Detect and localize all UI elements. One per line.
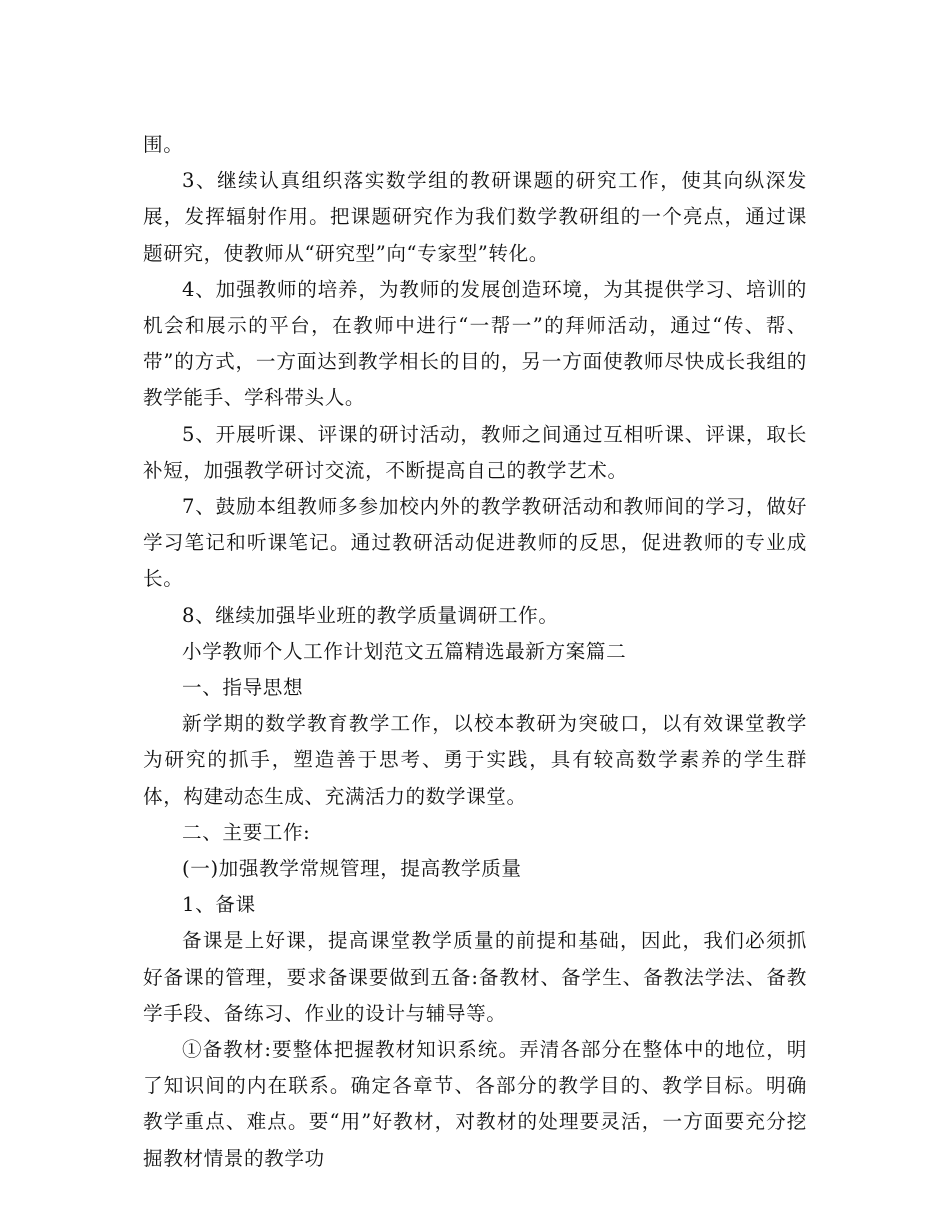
document-page <box>143 127 807 1177</box>
paragraph-item-8: 8、继续加强毕业班的教学质量调研工作。 <box>182 603 559 627</box>
heading-main-work: 二、主要工作: <box>182 820 311 844</box>
section-title: 小学教师个人工作计划范文五篇精选最新方案篇二 <box>182 639 627 663</box>
subheading-teaching-routine: (一)加强教学常规管理，提高教学质量 <box>182 857 522 881</box>
subheading-lesson-prep: 1、备课 <box>182 893 256 917</box>
paragraph-lesson-prep: 备课是上好课，提高课堂教学质量的前提和基础，因此，我们必须抓好备课的管理，要求备课要做到五备:备教材、备学生、备教法学法、备教学手段、备练习、作业的设计与辅导等。 <box>143 929 807 1025</box>
paragraph-item-7: 7、鼓励本组教师多参加校内外的教学教研活动和教师间的学习，做好学习笔记和听课笔记。通过教研活动促进教师的反思，促进教师的专业成长。 <box>143 495 807 591</box>
paragraph-item-5: 5、开展听课、评课的研讨活动，教师之间通过互相听课、评课，取长补短，加强教学研讨交流，不断提高自己的教学艺术。 <box>143 422 807 482</box>
paragraph-prepare-materials: ①备教材:要整体把握教材知识系统。弄清各部分在整体中的地位，明了知识间的内在联系。确定各章节、各部分的教学目的、教学目标。明确教学重点、难点。要“用”好教材，对教材的处理要灵活，一方面要充分挖掘教材情景的教学功 <box>143 1038 807 1170</box>
paragraph-item-4: 4、加强教师的培养，为教师的发展创造环境，为其提供学习、培训的机会和展示的平台，在教师中进行“一帮一”的拜师活动，通过“传、帮、带”的方式，一方面达到教学相长的目的，另一方面使教师尽快成长我组的教学能手、学科带头人。 <box>143 277 807 410</box>
paragraph-item-3: 3、继续认真组织落实数学组的教研课题的研究工作，使其向纵深发展，发挥辐射作用。把课题研究作为我们数学教研组的一个亮点，通过课题研究，使教师从“研究型”向“专家型”转化。 <box>143 169 807 265</box>
paragraph-continuation: 围。 <box>143 133 184 156</box>
heading-guiding-thought: 一、指导思想 <box>182 676 304 700</box>
paragraph-guiding-thought: 新学期的数学教育教学工作，以校本教研为突破口，以有效课堂教学为研究的抓手，塑造善于思考、勇于实践，具有较高数学素养的学生群体，构建动态生成、充满活力的数学课堂。 <box>143 712 807 808</box>
